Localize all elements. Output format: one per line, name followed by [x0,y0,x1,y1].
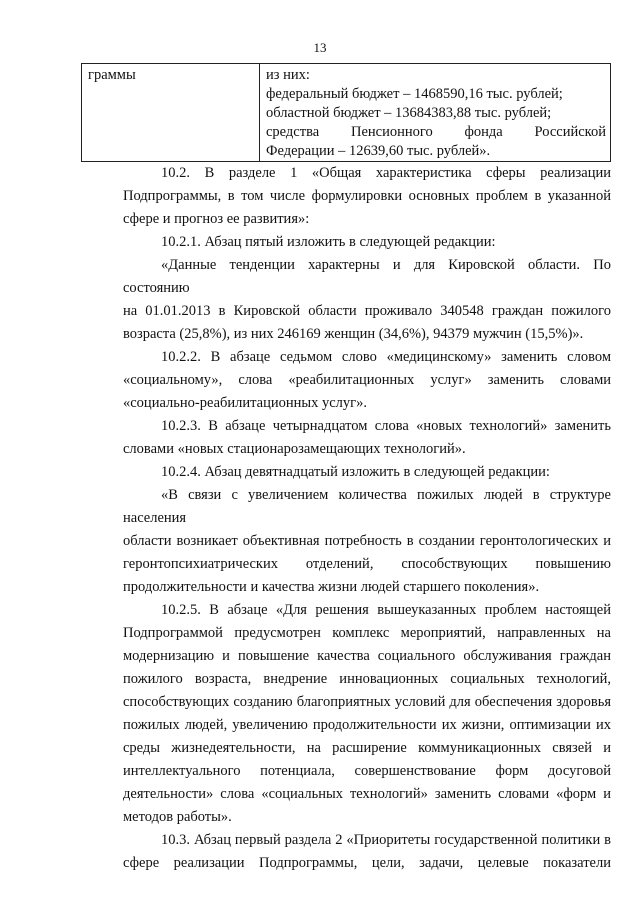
text-line: Подпрограммой предусмотрен комплекс мероприятий, направленных на [123,625,611,641]
budget-table [81,63,611,162]
text-line: области возникает объективная потребность в создании геронтологических и [123,533,611,549]
text-line: сфере и прогноз ее развития»: [123,211,310,227]
paragraph [85,484,611,599]
text-line: 10.2.2. В абзаце седьмом слово «медицинскому» заменить словом [161,349,611,365]
text-line: пожилых людей, увеличению продолжительности их жизни, оптимизации их [123,717,611,733]
page-number: 13 [313,40,327,55]
table-line: средства Пенсионного фонда Российской [266,124,606,140]
text-line: Подпрограммы, в том числе формулировки основных проблем в указанной [123,188,611,204]
text-line: 10.2.5. В абзаце «Для решения вышеуказанных проблем настоящей [161,602,611,618]
text-line: возраста (25,8%), из них 246169 женщин (34,6%), 94379 мужчин (15,5%)». [123,326,584,342]
text-line: среды жизнедеятельности, на расширение коммуникационных связей и [123,740,611,756]
paragraph [85,162,611,231]
text-line: деятельности» слова «социальных технологий» заменить словами «форм и [123,786,611,802]
text-line: «Данные тенденции характерны и для Кировской области. По состоянию [123,257,611,296]
text-line: пожилого возраста, внедрение инновационных социальных технологий, [123,671,611,687]
text-line: 10.2.4. Абзац девятнадцатый изложить в следующей редакции: [161,464,550,480]
text-line: методов работы». [123,809,232,825]
text-line: «В связи с увеличением количества пожилых людей в структуре населения [123,487,611,526]
text-line: продолжительности и качества жизни людей старшего поколения». [123,579,540,595]
paragraph [85,415,611,461]
text-line: геронтопсихиатрических отделений, способствующих повышению [123,556,611,572]
paragraph [85,829,611,875]
table-cell-left: граммы [82,64,260,162]
text-line: 10.2.3. В абзаце четырнадцатом слова «новых технологий» заменить [161,418,611,434]
table-line: областной бюджет – 13684383,88 тыс. рублей; [266,105,552,121]
table-line: федеральный бюджет – 1468590,16 тыс. рублей; [266,86,563,102]
text-line: словами «новых стационарозамещающих технологий». [123,441,466,457]
text-line: модернизацию и повышение качества социального обслуживания граждан [123,648,611,664]
table-line: Федерации – 12639,60 тыс. рублей». [266,143,491,159]
table-row [82,64,611,162]
paragraph [85,461,611,484]
text-line: «социально-реабилитационных услуг». [123,395,367,411]
paragraph [85,231,611,254]
text-line: 10.3. Абзац первый раздела 2 «Приоритеты государственной политики в [161,832,611,848]
text-line: на 01.01.2013 в Кировской области проживало 340548 граждан пожилого [123,303,611,319]
text-line: интеллектуального потенциала, совершенствование форм досуговой [123,763,611,779]
paragraph [85,254,611,346]
document-body [85,162,611,875]
paragraph [85,346,611,415]
paragraph [85,599,611,829]
table-line: из них: [266,67,310,83]
text-line: 10.2.1. Абзац пятый изложить в следующей редакции: [161,234,496,250]
text-line: 10.2. В разделе 1 «Общая характеристика сферы реализации [161,165,611,181]
text-line: сфере реализации Подпрограммы, цели, задачи, целевые показатели [123,855,611,871]
table-cell-right [260,64,611,162]
text-line: «социальному», слова «реабилитационных услуг» заменить словами [123,372,611,388]
text-line: способствующих созданию благоприятных условий для обеспечения здоровья [123,694,611,710]
